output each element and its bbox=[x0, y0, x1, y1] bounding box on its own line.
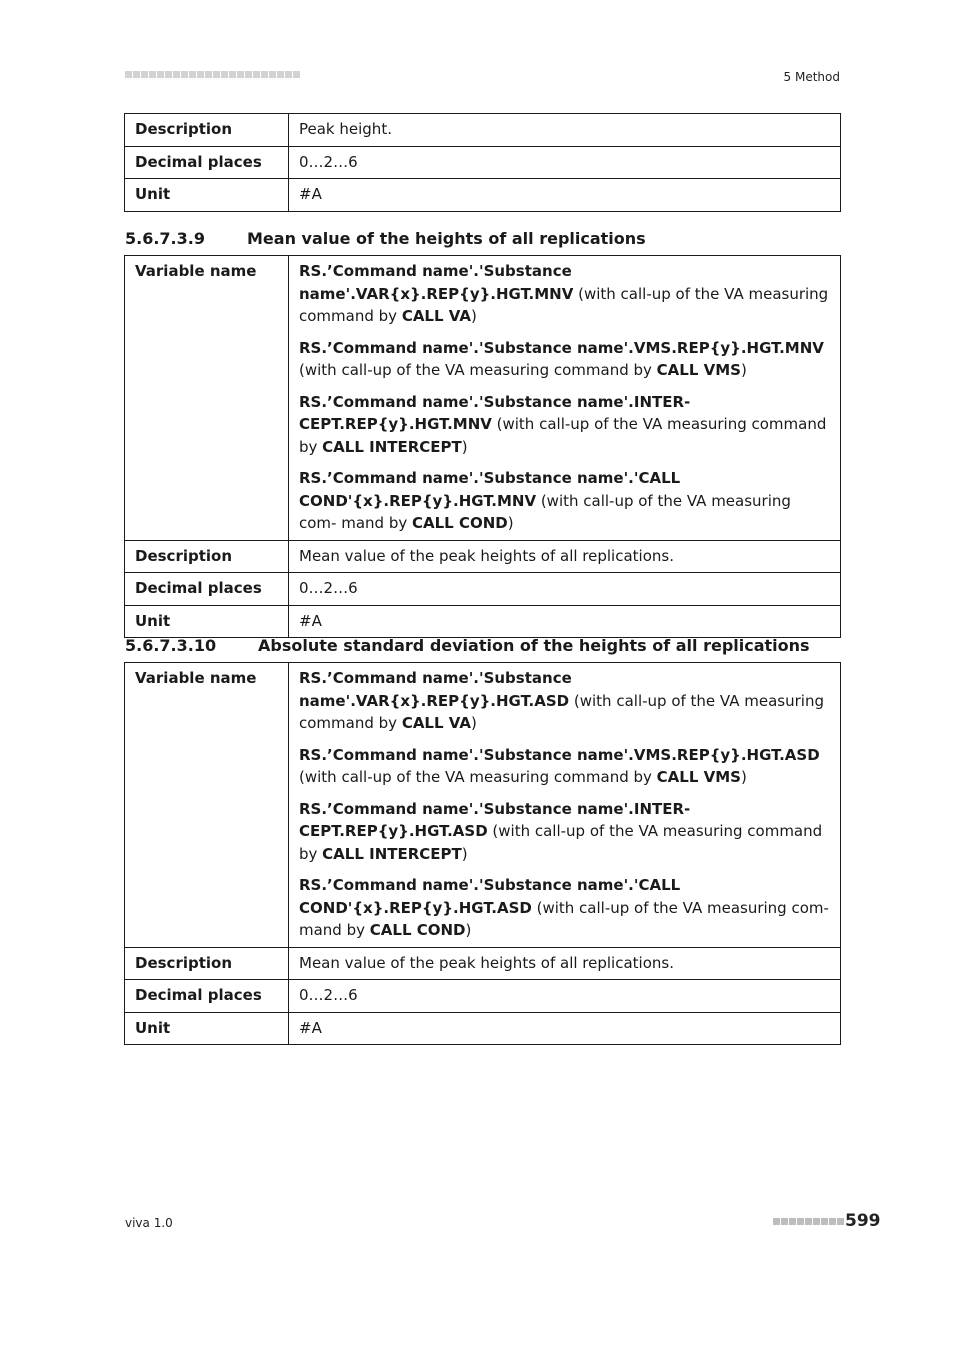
variable-name: RS.’Command name'.'Substance name'.'CALL COND'{x}.REP{y}.HGT.ASD bbox=[299, 876, 681, 917]
table-row bbox=[125, 605, 841, 638]
variable-entry: RS.’Command name'.'Substance name'.INTER- CEPT.REP{y}.HGT.ASD (with call-up of the VA measuring command by CALL INTERCEPT) bbox=[299, 799, 823, 863]
page-number: 599 bbox=[845, 1211, 881, 1231]
command-name: CALL VMS bbox=[656, 361, 741, 379]
row-label: Unit bbox=[125, 605, 289, 638]
variable-name: RS.’Command name'.'Substance name'.INTER- CEPT.REP{y}.HGT.MNV bbox=[299, 392, 691, 433]
variable-entry: RS.’Command name'.'Substance name'.VAR{x}.REP{y}.HGT.ASD (with call-up of the VA measuring command by CALL VA) bbox=[299, 669, 824, 732]
section-title: Mean value of the heights of all replications bbox=[247, 229, 646, 248]
command-name: CALL VA bbox=[401, 307, 471, 325]
row-label: Decimal places bbox=[125, 573, 289, 606]
row-value: 0…2…6 bbox=[289, 980, 841, 1013]
table-row bbox=[125, 663, 841, 948]
property-table-asd bbox=[124, 662, 841, 1045]
chapter-title: 5 Method bbox=[783, 70, 840, 84]
variable-name: RS.’Command name'.'Substance name'.INTER- CEPT.REP{y}.HGT.ASD bbox=[299, 799, 691, 840]
row-label: Variable name bbox=[125, 256, 289, 541]
footer-decoration bbox=[773, 1218, 844, 1225]
table-row bbox=[125, 540, 841, 573]
command-name: CALL COND bbox=[411, 514, 508, 532]
header-decoration bbox=[125, 71, 300, 78]
section-heading bbox=[125, 229, 646, 248]
variable-name: RS.’Command name'.'Substance name'.VMS.REP{y}.HGT.MNV bbox=[299, 338, 824, 357]
row-label: Unit bbox=[125, 179, 289, 212]
row-label: Unit bbox=[125, 1012, 289, 1045]
row-value: #A bbox=[289, 605, 841, 638]
command-name: CALL VA bbox=[401, 714, 471, 732]
row-label: Description bbox=[125, 947, 289, 980]
row-label: Description bbox=[125, 114, 289, 147]
row-value: #A bbox=[289, 1012, 841, 1045]
table-row bbox=[125, 947, 841, 980]
row-label: Decimal places bbox=[125, 980, 289, 1013]
table-row bbox=[125, 114, 841, 147]
row-value: 0…2…6 bbox=[289, 573, 841, 606]
variable-list bbox=[289, 256, 841, 541]
product-name: viva 1.0 bbox=[125, 1216, 173, 1230]
row-value: 0…2…6 bbox=[289, 146, 841, 179]
property-table-mnv bbox=[124, 255, 841, 638]
table-row bbox=[125, 980, 841, 1013]
variable-entry: RS.’Command name'.'Substance name'.'CALL COND'{x}.REP{y}.HGT.ASD (with call-up of the VA measuring com- mand by CALL COND) bbox=[299, 876, 829, 939]
property-table-peak-height bbox=[124, 113, 841, 212]
variable-entry: RS.’Command name'.'Substance name'.VMS.REP{y}.HGT.ASD (with call-up of the VA measuring command by CALL VMS) bbox=[299, 745, 820, 786]
variable-entry: RS.’Command name'.'Substance name'.'CALL COND'{x}.REP{y}.HGT.MNV (with call-up of the VA measuring com- mand by CALL COND) bbox=[299, 469, 791, 532]
variable-entry: RS.’Command name'.'Substance name'.VMS.REP{y}.HGT.MNV (with call-up of the VA measuring command by CALL VMS) bbox=[299, 338, 824, 379]
section-number: 5.6.7.3.10 bbox=[125, 636, 217, 655]
row-value: Mean value of the peak heights of all replications. bbox=[289, 540, 841, 573]
table-row bbox=[125, 256, 841, 541]
row-value: Mean value of the peak heights of all replications. bbox=[289, 947, 841, 980]
variable-name: RS.’Command name'.'Substance name'.VAR{x}.REP{y}.HGT.MNV bbox=[299, 262, 574, 303]
row-label: Variable name bbox=[125, 663, 289, 948]
table-row bbox=[125, 573, 841, 606]
table-row bbox=[125, 179, 841, 212]
variable-name: RS.’Command name'.'Substance name'.'CALL COND'{x}.REP{y}.HGT.MNV bbox=[299, 469, 681, 510]
row-value: Peak height. bbox=[289, 114, 841, 147]
table-row bbox=[125, 1012, 841, 1045]
row-label: Description bbox=[125, 540, 289, 573]
variable-list bbox=[289, 663, 841, 948]
variable-entry: RS.’Command name'.'Substance name'.VAR{x}.REP{y}.HGT.MNV (with call-up of the VA measuring command by CALL VA) bbox=[299, 262, 829, 325]
section-number: 5.6.7.3.9 bbox=[125, 229, 205, 248]
variable-name: RS.’Command name'.'Substance name'.VAR{x}.REP{y}.HGT.ASD bbox=[299, 669, 572, 710]
section-title: Absolute standard deviation of the heights of all replications bbox=[258, 636, 810, 655]
table-row bbox=[125, 146, 841, 179]
row-value: #A bbox=[289, 179, 841, 212]
row-label: Decimal places bbox=[125, 146, 289, 179]
variable-name: RS.’Command name'.'Substance name'.VMS.REP{y}.HGT.ASD bbox=[299, 745, 820, 764]
command-name: CALL INTERCEPT bbox=[322, 844, 462, 863]
command-name: CALL COND bbox=[369, 921, 466, 939]
section-heading bbox=[125, 636, 810, 655]
command-name: CALL INTERCEPT bbox=[322, 437, 462, 456]
variable-entry: RS.’Command name'.'Substance name'.INTER- CEPT.REP{y}.HGT.MNV (with call-up of the VA measuring command by CALL INTERCEPT) bbox=[299, 392, 827, 456]
command-name: CALL VMS bbox=[656, 768, 741, 786]
